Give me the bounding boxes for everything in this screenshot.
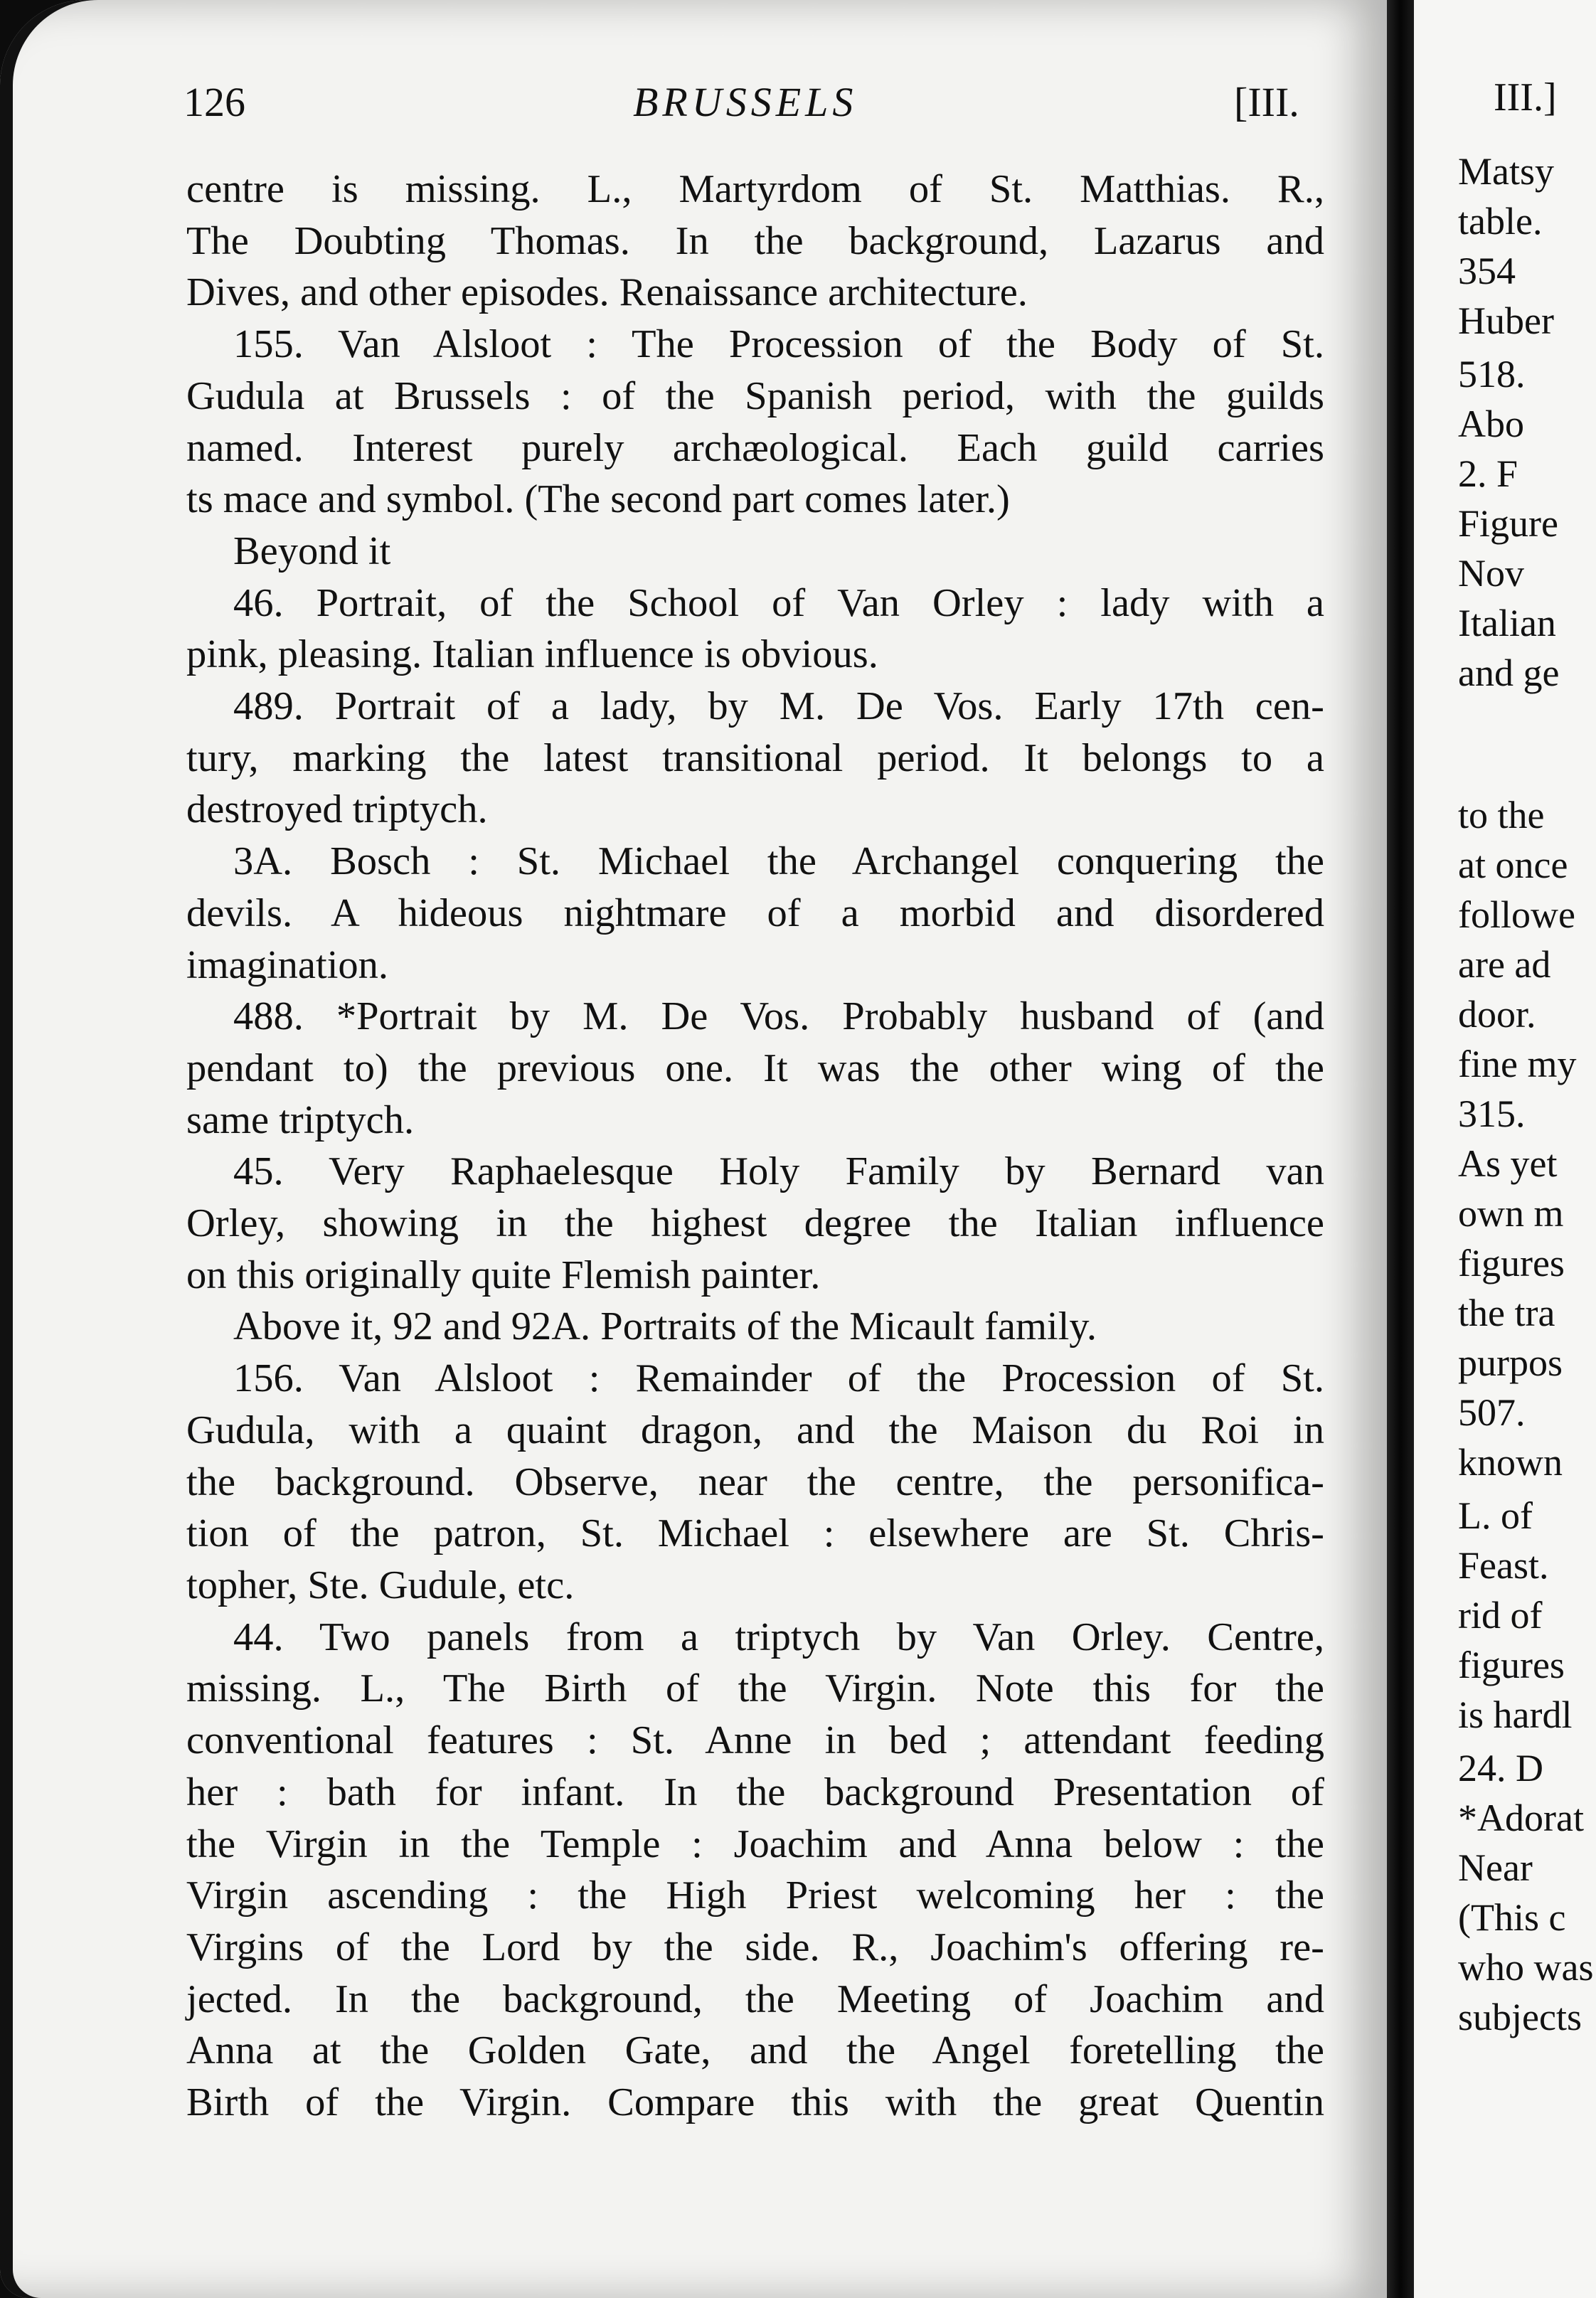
right-text-line: Huber — [1458, 299, 1554, 342]
right-text-line: *Adorat — [1458, 1797, 1584, 1839]
right-text-line: Near — [1458, 1846, 1533, 1889]
text-line: tion of the patron, St. Michael : elsewhere are St. Chris- — [186, 1511, 1324, 1556]
right-text-line: Matsy — [1458, 150, 1554, 193]
text-line: devils. A hideous nightmare of a morbid and disordered — [186, 890, 1324, 935]
right-text-line: followe — [1458, 893, 1575, 936]
book-gutter — [1387, 0, 1414, 2298]
text-line: destroyed triptych. — [186, 787, 488, 832]
text-line: her : bath for infant. In the background Presentation of — [186, 1770, 1324, 1814]
text-line: 46. Portrait, of the School of Van Orley : lady with a — [233, 580, 1324, 625]
page-number: 126 — [183, 79, 245, 125]
running-title: BRUSSELS — [633, 79, 858, 125]
text-line: 3A. Bosch : St. Michael the Archangel conquering the — [233, 839, 1324, 884]
text-line: the background. Observe, near the centre, the personifica- — [186, 1459, 1324, 1504]
text-line: named. Interest purely archæological. Each guild carries — [186, 425, 1324, 470]
text-line: Above it, 92 and 92A. Portraits of the Micault family. — [233, 1304, 1097, 1349]
right-text-line: at once — [1458, 844, 1568, 886]
right-text-line: (This c — [1458, 1896, 1566, 1939]
text-line: centre is missing. L., Martyrdom of St. Matthias. R., — [186, 167, 1324, 211]
text-line: Virgin ascending : the High Priest welcoming her : the — [186, 1873, 1324, 1918]
text-line: The Doubting Thomas. In the background, Lazarus and — [186, 218, 1324, 263]
right-text-line: is hardl — [1458, 1693, 1573, 1736]
text-line: tury, marking the latest transitional period. It belongs to a — [186, 735, 1324, 780]
right-text-line: fine my — [1458, 1043, 1577, 1085]
text-line: jected. In the background, the Meeting of Joachim and — [186, 1977, 1324, 2021]
right-text-line: rid of — [1458, 1594, 1543, 1637]
text-line: ts mace and symbol. (The second part comes later.) — [186, 477, 1010, 522]
text-line: the Virgin in the Temple : Joachim and Anna below : the — [186, 1821, 1324, 1866]
text-line: Anna at the Golden Gate, and the Angel foretelling the — [186, 2028, 1324, 2073]
text-line: pendant to) the previous one. It was the other wing of the — [186, 1046, 1324, 1090]
section-mark: [III. — [1234, 79, 1299, 125]
text-line: Dives, and other episodes. Renaissance architecture. — [186, 270, 1028, 315]
right-text-line: 315. — [1458, 1092, 1526, 1135]
right-text-line: As yet — [1458, 1142, 1558, 1185]
text-line: Gudula at Brussels : of the Spanish period, with the guilds — [186, 373, 1324, 418]
right-text-line: Figure — [1458, 502, 1558, 545]
right-text-line: 24. D — [1458, 1747, 1543, 1789]
text-line: missing. L., The Birth of the Virgin. Note this for the — [186, 1666, 1324, 1711]
right-text-line: subjects — [1458, 1996, 1582, 2038]
right-section-mark: III.] — [1494, 75, 1557, 119]
text-line: conventional features : St. Anne in bed ; attendant feeding — [186, 1718, 1324, 1763]
text-line: 156. Van Alsloot : Remainder of the Procession of St. — [233, 1356, 1324, 1401]
right-text-line: Italian — [1458, 602, 1556, 644]
right-text-line: Nov — [1458, 552, 1524, 595]
right-text-line: L. of — [1458, 1494, 1533, 1537]
right-text-line: purpos — [1458, 1341, 1563, 1384]
text-line: 489. Portrait of a lady, by M. De Vos. Early 17th cen- — [233, 684, 1324, 729]
body-text — [186, 164, 1324, 2129]
right-text-line: 518. — [1458, 353, 1526, 395]
right-text-line: the tra — [1458, 1292, 1555, 1334]
right-text-line: who was — [1458, 1946, 1594, 1989]
text-line: Virgins of the Lord by the side. R., Joachim's offering re- — [186, 1925, 1324, 1969]
text-line: 44. Two panels from a triptych by Van Orley. Centre, — [233, 1615, 1324, 1659]
text-line: topher, Ste. Gudule, etc. — [186, 1563, 575, 1607]
right-text-line: Abo — [1458, 403, 1524, 445]
text-line: on this originally quite Flemish painter. — [186, 1252, 821, 1297]
right-text-line: figures — [1458, 1242, 1565, 1284]
text-line: 45. Very Raphaelesque Holy Family by Bernard van — [233, 1149, 1324, 1194]
right-text-line: door. — [1458, 993, 1536, 1036]
right-text-line: are ad — [1458, 943, 1551, 986]
right-text-line: 2. F — [1458, 452, 1518, 495]
right-text-line: 507. — [1458, 1391, 1526, 1434]
text-line: Birth of the Virgin. Compare this with the great Quentin — [186, 2080, 1324, 2125]
right-text-line: figures — [1458, 1644, 1565, 1686]
right-text-line: to the — [1458, 794, 1545, 836]
text-line: Orley, showing in the highest degree the Italian influence — [186, 1201, 1324, 1246]
text-line: Beyond it — [233, 528, 391, 573]
right-text-line: known — [1458, 1441, 1563, 1484]
text-line: imagination. — [186, 942, 389, 987]
text-line: Gudula, with a quaint dragon, and the Maison du Roi in — [186, 1408, 1324, 1452]
right-text-line: and ge — [1458, 651, 1560, 694]
text-line: 488. *Portrait by M. De Vos. Probably husband of (and — [233, 994, 1324, 1039]
right-text-line: own m — [1458, 1192, 1564, 1235]
text-line: pink, pleasing. Italian influence is obvious. — [186, 632, 878, 677]
right-text-line: Feast. — [1458, 1544, 1549, 1587]
text-line: same triptych. — [186, 1097, 415, 1142]
right-text-line: table. — [1458, 200, 1543, 243]
right-text-line: 354 — [1458, 250, 1516, 292]
text-line: 155. Van Alsloot : The Procession of the Body of St. — [233, 322, 1324, 367]
